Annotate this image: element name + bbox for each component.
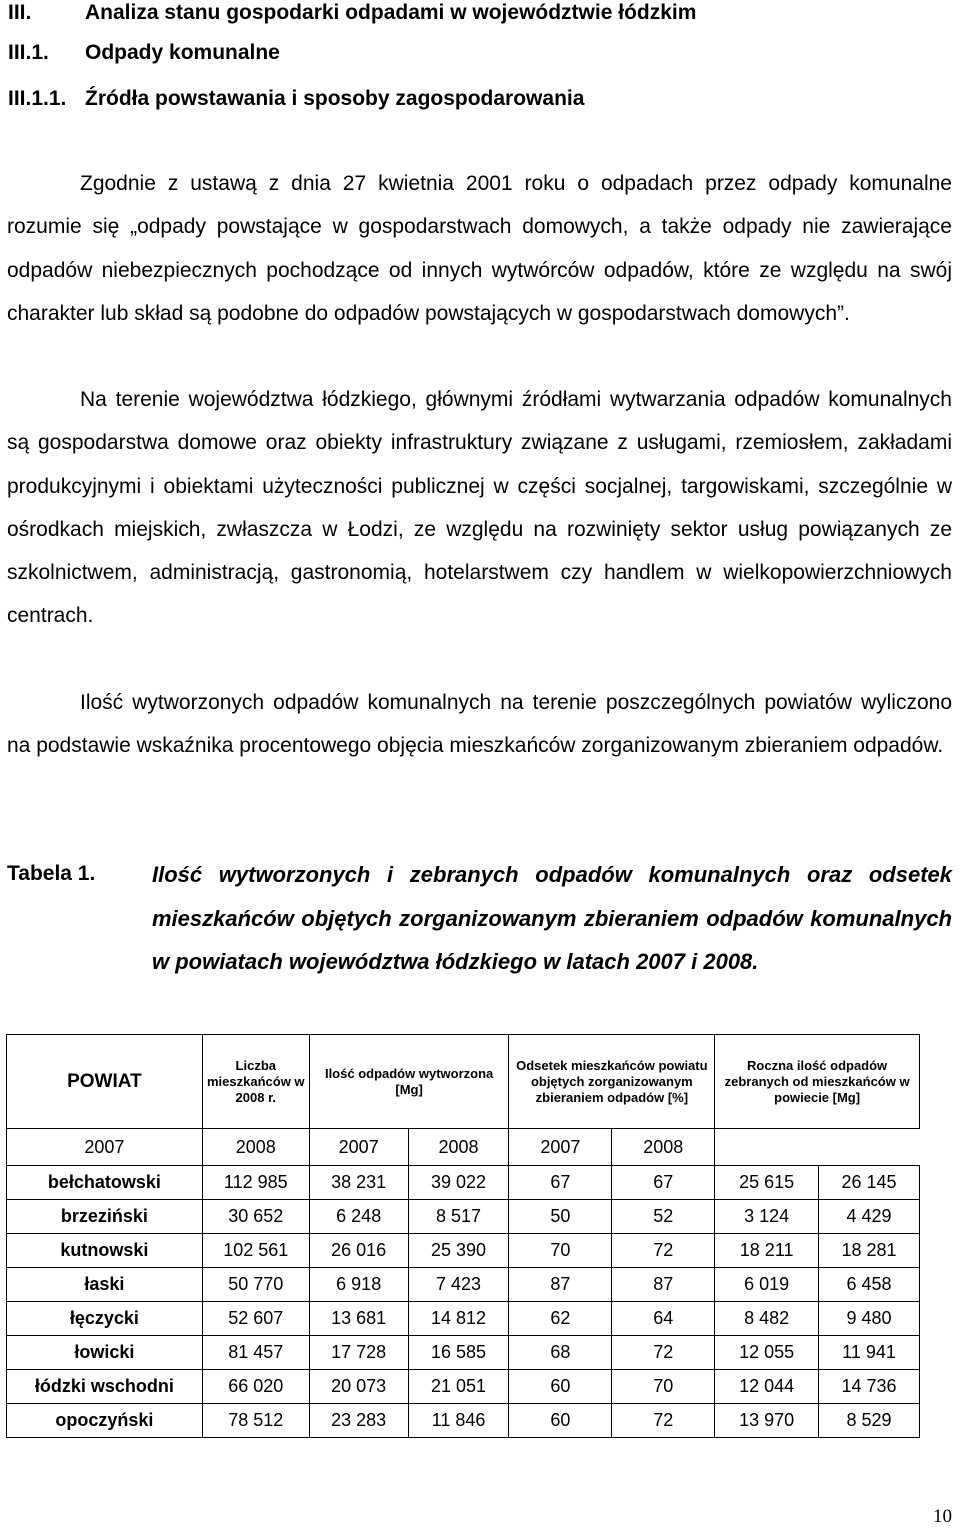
table-cell: 72 xyxy=(612,1234,715,1268)
table-cell: 78 512 xyxy=(202,1404,309,1438)
table-cell: 72 xyxy=(612,1404,715,1438)
table-cell: 70 xyxy=(612,1370,715,1404)
header-ilosc: Ilość odpadów wytworzona [Mg] xyxy=(309,1035,509,1129)
table-cell: 6 458 xyxy=(819,1268,920,1302)
table-cell: 6 019 xyxy=(715,1268,819,1302)
table-cell: 60 xyxy=(509,1370,612,1404)
table-cell: 52 607 xyxy=(202,1302,309,1336)
table-cell: 50 xyxy=(509,1200,612,1234)
table-cell: 26 145 xyxy=(819,1166,920,1200)
year-cell: 2008 xyxy=(612,1129,715,1166)
table-cell: 8 482 xyxy=(715,1302,819,1336)
table-cell: 64 xyxy=(612,1302,715,1336)
table-cell: 62 xyxy=(509,1302,612,1336)
table-cell: 16 585 xyxy=(408,1336,509,1370)
table-cell: 50 770 xyxy=(202,1268,309,1302)
table-cell: 21 051 xyxy=(408,1370,509,1404)
table-row xyxy=(7,1336,920,1370)
table-row xyxy=(7,1404,920,1438)
table-cell: 11 846 xyxy=(408,1404,509,1438)
table-row xyxy=(7,1302,920,1336)
header-liczba: Liczba mieszkańców w 2008 r. xyxy=(202,1035,309,1129)
table-cell: 13 681 xyxy=(309,1302,408,1336)
table-cell: 8 529 xyxy=(819,1404,920,1438)
powiat-name: łaski xyxy=(7,1268,203,1302)
paragraph-definition: Zgodnie z ustawą z dnia 27 kwietnia 2001 roku o odpadach przez odpady komunalne rozumie się „odpady powstające w gospodarstwach domowych, a także odpady nie zawierające odpadów niebezpiecznych pochodzące od innych wytwórców odpadów, które ze względu na swój charakter lub skład są podobne do odpadów powstających w gospodarstwach domowych”. xyxy=(7,172,952,325)
table-cell: 102 561 xyxy=(202,1234,309,1268)
table-cell: 72 xyxy=(612,1336,715,1370)
powiat-name: łowicki xyxy=(7,1336,203,1370)
table-cell: 81 457 xyxy=(202,1336,309,1370)
table-cell: 38 231 xyxy=(309,1166,408,1200)
powiat-name: łódzki wschodni xyxy=(7,1370,203,1404)
table-cell: 7 423 xyxy=(408,1268,509,1302)
heading-text: Źródła powstawania i sposoby zagospodarowania xyxy=(85,87,585,110)
table-cell: 6 918 xyxy=(309,1268,408,1302)
table-cell: 52 xyxy=(612,1200,715,1234)
table-cell: 14 736 xyxy=(819,1370,920,1404)
table-cell: 87 xyxy=(509,1268,612,1302)
table-row xyxy=(7,1268,920,1302)
table-row xyxy=(7,1234,920,1268)
header-odsetek: Odsetek mieszkańców powiatu objętych zorganizowanym zbieraniem odpadów [%] xyxy=(509,1035,715,1129)
powiat-name: bełchatowski xyxy=(7,1166,203,1200)
heading-number: III.1. xyxy=(8,41,49,64)
table-cell: 12 044 xyxy=(715,1370,819,1404)
table-cell: 18 211 xyxy=(715,1234,819,1268)
paragraph-method: Ilość wytworzonych odpadów komunalnych na terenie poszczególnych powiatów wyliczono na podstawie wskaźnika procentowego objęcia mieszkańców zorganizowanym zbieraniem odpadów. xyxy=(7,691,952,758)
table-row xyxy=(7,1200,920,1234)
paragraph-sources: Na terenie województwa łódzkiego, głównymi źródłami wytwarzania odpadów komunalnych są gospodarstwa domowe oraz obiekty infrastruktury związane z usługami, rzemiosłem, zakładami produkcyjnymi i obiektami użyteczności publicznej w części socjalnej, targowiskami, szczególnie w ośrodkach miejskich, zwłaszcza w Łodzi, ze względu na rozwinięty sektor usług powiązanych ze szkolnictwem, administracją, gastronomią, hotelarstwem czy handlem w wielkopowierzchniowych centrach. xyxy=(7,388,952,628)
powiat-name: kutnowski xyxy=(7,1234,203,1268)
table-cell: 12 055 xyxy=(715,1336,819,1370)
table-cell: 39 022 xyxy=(408,1166,509,1200)
table-cell: 3 124 xyxy=(715,1200,819,1234)
heading-chapter xyxy=(8,0,696,26)
table-cell: 11 941 xyxy=(819,1336,920,1370)
table-cell: 20 073 xyxy=(309,1370,408,1404)
table-cell: 17 728 xyxy=(309,1336,408,1370)
powiat-name: brzeziński xyxy=(7,1200,203,1234)
table-cell: 87 xyxy=(612,1268,715,1302)
heading-section xyxy=(8,40,280,66)
table-cell: 8 517 xyxy=(408,1200,509,1234)
table-cell: 18 281 xyxy=(819,1234,920,1268)
table-caption-label: Tabela 1. xyxy=(7,862,96,885)
table-cell: 6 248 xyxy=(309,1200,408,1234)
table-cell: 9 480 xyxy=(819,1302,920,1336)
powiat-name: łęczycki xyxy=(7,1302,203,1336)
table-cell: 25 390 xyxy=(408,1234,509,1268)
year-cell: 2007 xyxy=(509,1129,612,1166)
heading-text: Analiza stanu gospodarki odpadami w województwie łódzkim xyxy=(85,1,697,24)
year-cell: 2007 xyxy=(7,1129,203,1166)
table-row xyxy=(7,1166,920,1200)
heading-text: Odpady komunalne xyxy=(85,41,280,64)
table-cell: 23 283 xyxy=(309,1404,408,1438)
table-caption-text: Ilość wytworzonych i zebranych odpadów komunalnych oraz odsetek mieszkańców objętych zorganizowanym zbieraniem odpadów komunalnych w powiatach województwa łódzkiego w latach 2007 i 2008. xyxy=(152,862,952,974)
table-header-row xyxy=(7,1035,920,1129)
table-cell: 13 970 xyxy=(715,1404,819,1438)
year-cell: 2008 xyxy=(202,1129,309,1166)
year-cell: 2008 xyxy=(408,1129,509,1166)
header-powiat: POWIAT xyxy=(7,1035,203,1129)
table-cell: 4 429 xyxy=(819,1200,920,1234)
waste-table xyxy=(6,1034,920,1438)
table-cell: 14 812 xyxy=(408,1302,509,1336)
heading-number: III. xyxy=(8,1,32,24)
table-cell: 60 xyxy=(509,1404,612,1438)
table-cell: 112 985 xyxy=(202,1166,309,1200)
table-row xyxy=(7,1370,920,1404)
year-cell: 2007 xyxy=(309,1129,408,1166)
table-cell: 66 020 xyxy=(202,1370,309,1404)
table-cell: 67 xyxy=(509,1166,612,1200)
table-cell: 67 xyxy=(612,1166,715,1200)
table-cell: 70 xyxy=(509,1234,612,1268)
table-cell: 26 016 xyxy=(309,1234,408,1268)
header-roczna: Roczna ilość odpadów zebranych od mieszkańców w powiecie [Mg] xyxy=(715,1035,920,1129)
heading-subsection xyxy=(8,86,584,112)
table-cell: 30 652 xyxy=(202,1200,309,1234)
table-cell: 25 615 xyxy=(715,1166,819,1200)
page-number: 10 xyxy=(933,1506,952,1527)
table-year-row xyxy=(7,1129,920,1166)
heading-number: III.1.1. xyxy=(8,87,67,110)
powiat-name: opoczyński xyxy=(7,1404,203,1438)
table-cell: 68 xyxy=(509,1336,612,1370)
